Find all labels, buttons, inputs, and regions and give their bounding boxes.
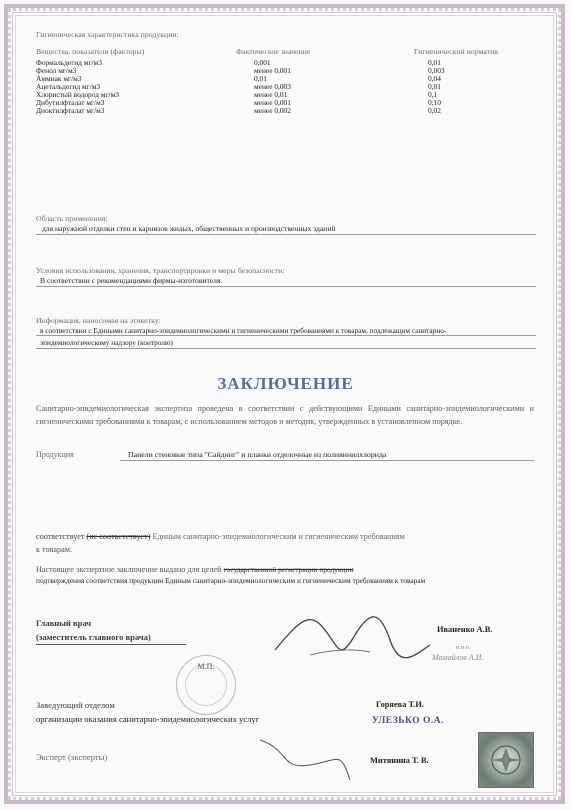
complies-rest: Единым санитарно-эпидемиологическим и гигиеническим требованиям	[152, 532, 405, 541]
head-label: Заведующий отделом	[36, 700, 115, 710]
issued-line	[36, 565, 353, 574]
row-actual: менее 0,001	[254, 98, 291, 107]
issued-line2: подтверждения соответствия продукции Единым санитарно-эпидемиологическим и гигиеническим требованиям к товарам	[36, 576, 426, 585]
expert-signature	[250, 730, 370, 790]
complies-line	[36, 532, 405, 541]
issued-struck: государственной регистрации продукции	[223, 565, 354, 574]
chief-note: в.и.о.	[456, 644, 471, 651]
row-norm: 0,01	[428, 82, 441, 91]
chief-signature	[270, 600, 440, 670]
chief-label: Главный врач	[36, 618, 92, 628]
complies-line2: к товарам.	[36, 545, 72, 554]
conclusion-title: ЗАКЛЮЧЕНИЕ	[217, 374, 354, 393]
row-norm: 0,003	[428, 66, 445, 75]
row-substance: Ацетальдегид мг/м3	[36, 82, 101, 91]
hologram-seal	[478, 732, 534, 788]
issued-prefix: Настоящее экспертное заключение выдано для целей	[36, 565, 222, 574]
chief-handwritten: Мамайлов А.И.	[432, 653, 484, 662]
row-substance: Аммиак мг/м3	[36, 74, 82, 83]
row-norm: 0,02	[428, 106, 441, 115]
row-substance: Формальдегид мг/м3	[36, 58, 102, 67]
row-actual: менее 0,001	[254, 66, 291, 75]
expert-name: Митянина Т. В.	[370, 756, 429, 765]
col-substance-header: Вещества, показатели (факторы)	[36, 47, 145, 56]
conditions-text: В соответствии с рекомендациями фирмы-изготовителя.	[40, 276, 223, 285]
emblem-icon	[479, 733, 533, 787]
org-label: организации оказания санитарно-эпидемиологических услуг	[36, 714, 260, 724]
info-label: Информация, наносимая на этикетку:	[36, 316, 161, 325]
complies-struck: (не соответствует)	[86, 532, 151, 541]
divider	[120, 460, 534, 461]
row-norm: 0,01	[428, 58, 441, 67]
product-label: Продукция	[36, 450, 74, 459]
col-actual-header: Фактическое значение	[236, 47, 311, 56]
row-substance: Диоктилфталат мг/м3	[36, 106, 105, 115]
info-text-line2: эпидемиологическому надзору (контролю)	[40, 338, 173, 347]
row-actual: менее 0,003	[254, 82, 291, 91]
product-text: Панели стеновые типа "Сайдинг" и планки отделочные из поливинилхлорида	[128, 450, 387, 459]
divider	[36, 286, 536, 287]
row-actual: менее 0,002	[254, 106, 291, 115]
deputy-label: (заместитель главного врача)	[36, 632, 151, 642]
head-stamp: УЛЕЗЬКО О.А.	[372, 716, 444, 726]
scope-label: Область применения:	[36, 214, 108, 223]
row-substance: Хлористый водород мг/м3	[36, 90, 119, 99]
expert-label: Эксперт (эксперты)	[36, 752, 108, 762]
chief-underline	[36, 644, 186, 645]
row-actual: 0,001	[254, 58, 271, 67]
head-name: Горяева Т.И.	[376, 700, 424, 709]
divider	[36, 234, 536, 235]
conclusion-paragraph: Санитарно-эпидемиологическая экспертиза проведена в соответствии с действующими Едиными санитарно-эпидемиологическими и гигиеническими требованиями к товарам, с использованием методов и методик, утвержденных в установленном порядке.	[36, 404, 534, 426]
col-norm-header: Гигиенический норматив	[414, 47, 498, 56]
conditions-label: Условия использования, хранения, транспортировки и меры безопасности:	[36, 266, 285, 275]
row-norm: 0,1	[428, 90, 438, 99]
divider	[36, 348, 536, 349]
complies-label: соответствует	[36, 532, 85, 541]
characteristic-label: Гигиеническая характеристика продукции:	[36, 30, 179, 39]
row-substance: Фенол мг/м3	[36, 66, 77, 75]
info-text-line1: в соответствии с Едиными санитарно-эпидемиологическими и гигиеническими требованиями к товарам, подлежащим санитарно-	[40, 326, 447, 335]
scope-text: для наружной отделки стен и карнизов жилых, общественных и производственных зданий	[42, 224, 336, 233]
official-stamp	[176, 655, 236, 715]
row-actual: 0,01	[254, 74, 267, 83]
row-norm: 0,10	[428, 98, 441, 107]
divider	[36, 335, 536, 336]
row-norm: 0,04	[428, 74, 441, 83]
row-actual: менее 0,01	[254, 90, 288, 99]
chief-name: Иваненко А.В.	[437, 625, 493, 634]
stamp-text: М.П.	[197, 662, 215, 671]
row-substance: Дибутилфталат мг/м3	[36, 98, 105, 107]
